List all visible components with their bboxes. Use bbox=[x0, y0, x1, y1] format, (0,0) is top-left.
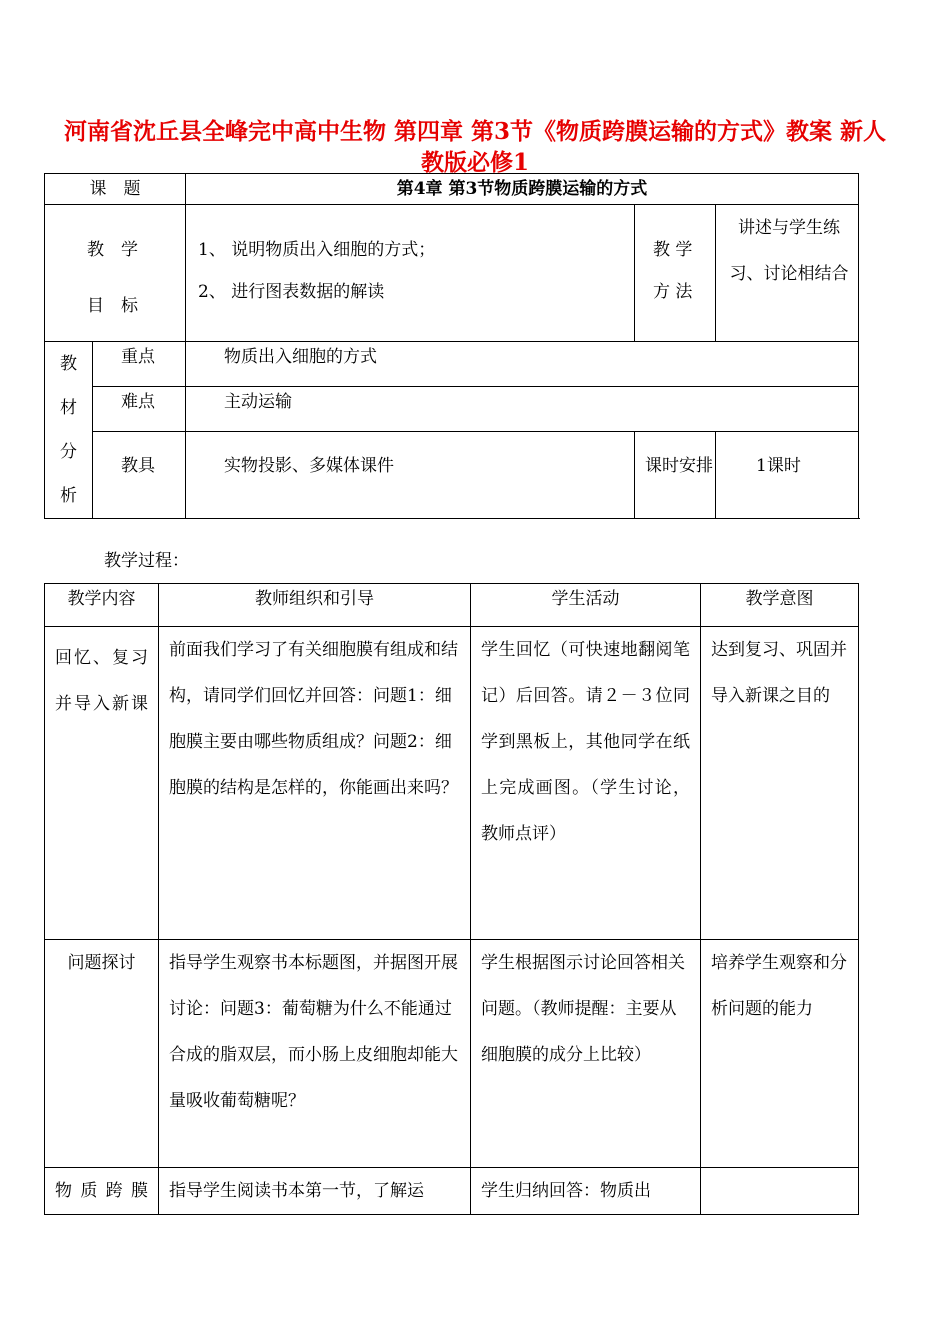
row1-student-cell bbox=[471, 627, 701, 940]
tools-value: 实物投影、多媒体课件 bbox=[186, 432, 635, 519]
header-content: 教学内容 bbox=[45, 584, 159, 627]
topic-value: 第4章 第3节物质跨膜运输的方式 bbox=[186, 174, 859, 205]
method-value: 讲述与学生练习、讨论相结合 bbox=[729, 218, 849, 284]
row3-intent-cell bbox=[701, 1168, 859, 1215]
row2-student-cell bbox=[471, 940, 701, 1168]
goal-label-cell bbox=[45, 205, 186, 342]
row1-content: 回忆、复习并导入新课 bbox=[55, 648, 148, 714]
method-label-1: 教 学 bbox=[653, 240, 693, 260]
goal-label-2: 目 标 bbox=[87, 296, 138, 316]
row3-content: 物质跨膜 bbox=[55, 1181, 148, 1201]
topic-label: 课 题 bbox=[45, 174, 186, 205]
table-row bbox=[45, 627, 859, 940]
method-value-cell bbox=[716, 205, 859, 342]
row2-teacher: 指导学生观察书本标题图，并据图开展讨论：问题3：葡萄糖为什么不能通过合成的脂双层，而小肠上皮细胞却能大量吸收葡萄糖呢？ bbox=[169, 953, 458, 1111]
row1-intent: 达到复习、巩固并导入新课之目的 bbox=[711, 640, 847, 706]
method-label-cell bbox=[635, 205, 716, 342]
row1-teacher: 前面我们学习了有关细胞膜有组成和结构，请同学们回忆并回答：问题1：细胞膜主要由哪些物质组成？问题2：细胞膜的结构是怎样的，你能画出来吗？ bbox=[169, 640, 458, 798]
key-label: 重点 bbox=[93, 342, 186, 387]
row3-teacher: 指导学生阅读书本第一节，了解运 bbox=[169, 1181, 424, 1201]
row1-teacher-cell bbox=[159, 627, 471, 940]
row2-intent: 培养学生观察和分析问题的能力 bbox=[711, 953, 847, 1019]
lesson-info-table bbox=[44, 173, 859, 519]
hours-label: 课时安排 bbox=[635, 432, 716, 519]
row2-teacher-cell bbox=[159, 940, 471, 1168]
analysis-label: 教 材 分 析 bbox=[60, 354, 77, 506]
row2-content-cell bbox=[45, 940, 159, 1168]
table-row bbox=[45, 1168, 859, 1215]
row1-content-cell bbox=[45, 627, 159, 940]
document-title: 河南省沈丘县全峰完中高中生物 第四章 第3节《物质跨膜运输的方式》教案 新人教版必修1 bbox=[63, 118, 887, 176]
goal-label-1: 教 学 bbox=[87, 240, 138, 260]
tools-label: 教具 bbox=[93, 432, 186, 519]
difficulty-label: 难点 bbox=[93, 387, 186, 432]
goal-item-2: 2、 进行图表数据的解读 bbox=[198, 282, 385, 302]
row1-student: 学生回忆（可快速地翻阅笔记）后回答。请２－３位同学到黑板上，其他同学在纸上完成画图。（学生讨论，教师点评） bbox=[481, 640, 690, 844]
row3-student: 学生归纳回答：物质出 bbox=[481, 1181, 651, 1201]
process-table bbox=[44, 583, 859, 1215]
header-teacher: 教师组织和引导 bbox=[159, 584, 471, 627]
key-value: 物质出入细胞的方式 bbox=[186, 342, 859, 387]
method-label-2: 方 法 bbox=[653, 282, 693, 302]
header-student: 学生活动 bbox=[471, 584, 701, 627]
goal-item-1: 1、 说明物质出入细胞的方式； bbox=[198, 240, 436, 260]
row3-student-cell bbox=[471, 1168, 701, 1215]
row2-content: 问题探讨 bbox=[67, 953, 136, 973]
row3-teacher-cell bbox=[159, 1168, 471, 1215]
row2-intent-cell bbox=[701, 940, 859, 1168]
analysis-label-cell bbox=[45, 342, 93, 519]
row2-student: 学生根据图示讨论回答相关问题。（教师提醒：主要从细胞膜的成分上比较） bbox=[481, 953, 685, 1065]
process-intro: 教学过程： bbox=[104, 551, 189, 571]
table-row bbox=[45, 940, 859, 1168]
header-intent: 教学意图 bbox=[701, 584, 859, 627]
row3-content-cell bbox=[45, 1168, 159, 1215]
row1-intent-cell bbox=[701, 627, 859, 940]
goals-cell bbox=[186, 205, 635, 342]
difficulty-value: 主动运输 bbox=[186, 387, 859, 432]
hours-value: 1课时 bbox=[716, 432, 859, 519]
